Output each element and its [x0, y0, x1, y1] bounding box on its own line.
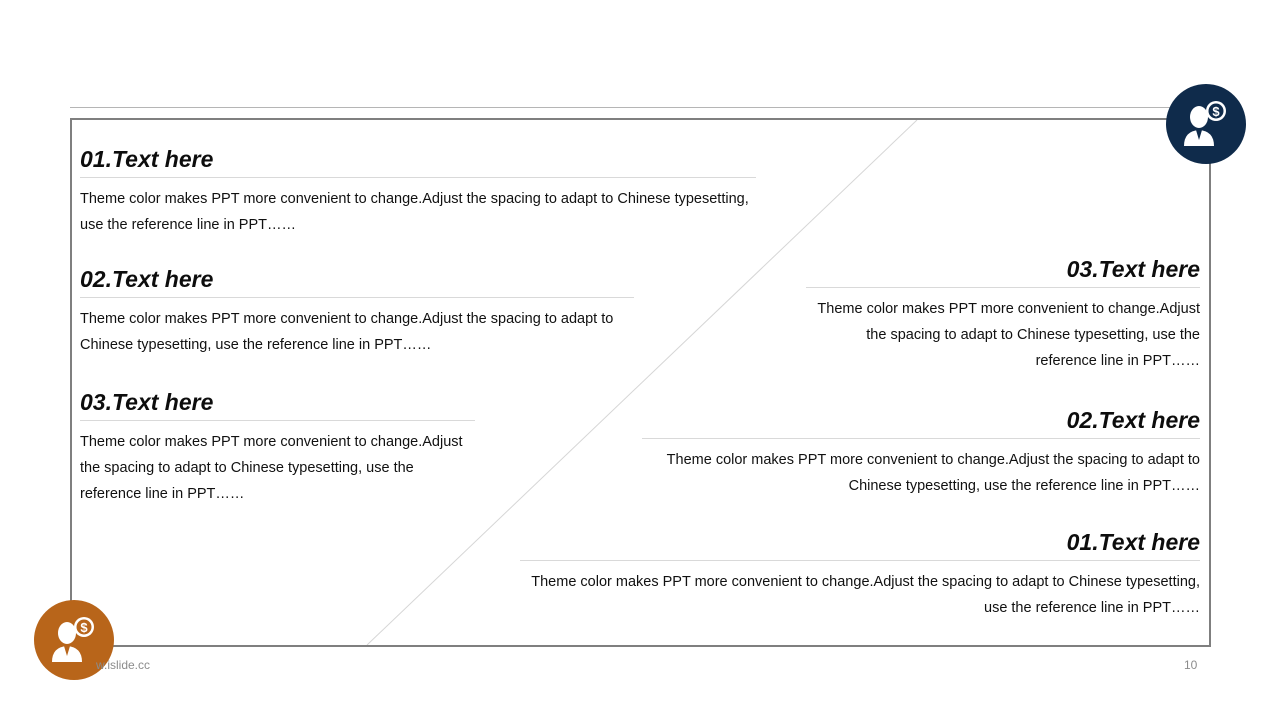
footer-url[interactable]: w.islide.cc	[96, 658, 151, 672]
item-body: Theme color makes PPT more convenient to change.Adjust the spacing to adapt to Chinese typesetting, use the reference line in PPT……	[80, 191, 749, 233]
item-rule	[80, 177, 756, 178]
item-title: 01.Text here	[1066, 529, 1200, 555]
item-title: 02.Text here	[80, 266, 214, 292]
item-rule	[80, 297, 634, 298]
item-title: 01.Text here	[80, 146, 214, 172]
item-body: Theme color makes PPT more convenient to change.Adjust the spacing to adapt to Chinese typesetting, use the reference line in PPT……	[531, 574, 1200, 616]
right-item-01	[520, 528, 1200, 621]
page-number: 10	[1184, 658, 1198, 672]
item-title: 02.Text here	[1066, 407, 1200, 433]
right-item-02	[642, 406, 1200, 499]
left-item-02	[80, 265, 634, 358]
svg-text:$: $	[80, 620, 88, 635]
right-item-03	[806, 255, 1200, 374]
item-body: Theme color makes PPT more convenient to change.Adjust the spacing to adapt to Chinese typesetting, use the reference line in PPT……	[80, 311, 614, 353]
item-body: Theme color makes PPT more convenient to change.Adjust the spacing to adapt to Chinese typesetting, use the reference line in PPT……	[80, 434, 463, 502]
item-rule	[80, 420, 475, 421]
item-title: 03.Text here	[80, 389, 214, 415]
left-item-03	[80, 388, 475, 507]
item-rule	[520, 560, 1200, 561]
businessman-dollar-icon	[1166, 84, 1246, 164]
item-rule	[806, 287, 1200, 288]
item-rule	[642, 438, 1200, 439]
svg-text:$: $	[1212, 104, 1220, 119]
left-item-01	[80, 145, 756, 238]
item-body: Theme color makes PPT more convenient to change.Adjust the spacing to adapt to Chinese typesetting, use the reference line in PPT……	[666, 452, 1200, 494]
item-body: Theme color makes PPT more convenient to change.Adjust the spacing to adapt to Chinese typesetting, use the reference line in PPT……	[817, 301, 1200, 369]
top-divider	[70, 107, 1210, 108]
item-title: 03.Text here	[1066, 256, 1200, 282]
